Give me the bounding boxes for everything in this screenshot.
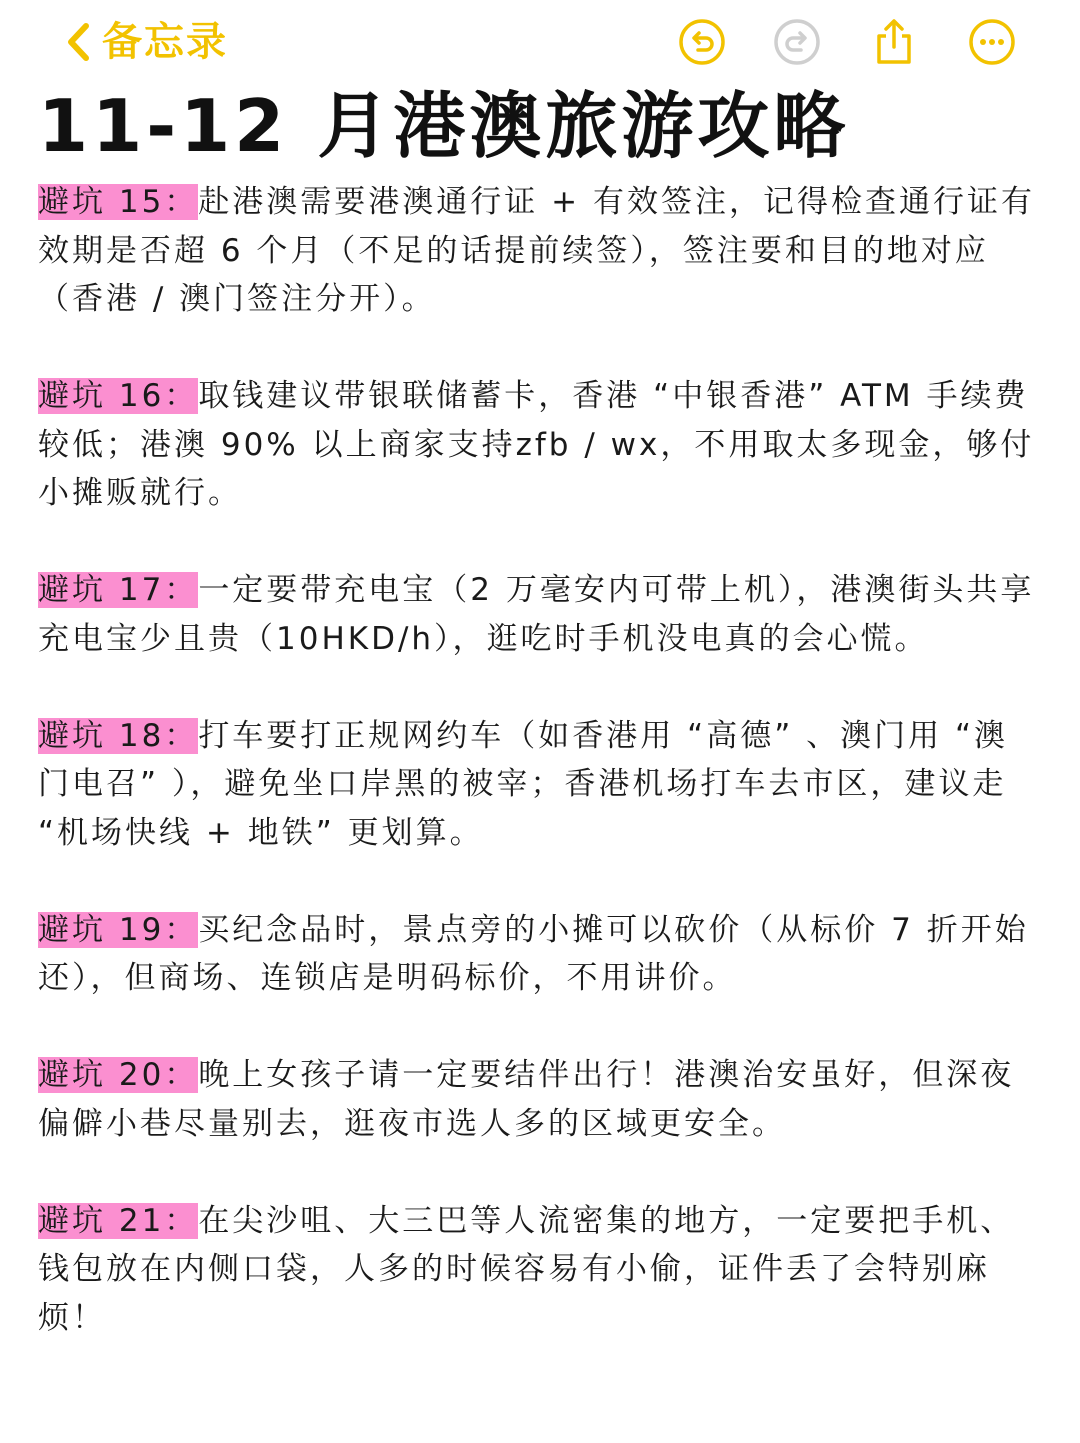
tip-tag: 避坑 19： [38,911,199,948]
chevron-left-icon [62,20,96,64]
undo-button[interactable] [676,16,728,68]
tip-tag: 避坑 15： [38,184,199,220]
nav-bar [0,0,1080,84]
redo-icon [771,16,823,68]
tip-tag: 避坑 17： [38,572,199,608]
tip-tag: 避坑 16： [38,378,199,414]
tip-item [38,712,1042,858]
tip-text: 取钱建议带银联储蓄卡，香港 “中银香港” ATM 手续费较低；港澳 90% 以上商家支持zfb / wx，不用取太多现金，够付小摊贩就行。 [38,378,1035,511]
tip-item [38,906,1042,1003]
tip-text: 一定要带充电宝（2 万毫安内可带上机），港澳街头共享充电宝少且贵（10HKD/h），逛吃时手机没电真的会心慌。 [38,572,1035,657]
back-button[interactable] [62,14,228,70]
page-title: 11-12 月港澳旅游攻略 [38,84,850,168]
tip-item [38,178,1042,324]
share-icon [868,16,920,68]
back-label: 备忘录 [102,19,228,65]
tip-item [38,1051,1042,1148]
more-icon [966,16,1018,68]
tip-tag: 避坑 18： [38,717,199,754]
tip-tag: 避坑 21： [38,1202,199,1239]
tip-text: 晚上女孩子请一定要结伴出行！港澳治安虽好，但深夜偏僻小巷尽量别去，逛夜市选人多的区域更安全。 [38,1057,1015,1142]
tip-text: 赴港澳需要港澳通行证 + 有效签注，记得检查通行证有效期是否超 6 个月（不足的话提前续签），签注要和目的地对应（香港 / 澳门签注分开）。 [38,184,1035,317]
undo-icon [676,16,728,68]
tip-text: 打车要打正规网约车（如香港用 “高德” 、澳门用 “澳门电召” ），避免坐口岸黑的被宰；香港机场打车去市区，建议走 “机场快线 + 地铁” 更划算。 [38,717,1009,851]
tip-item [38,372,1042,518]
note-body[interactable] [38,178,1042,1342]
more-button[interactable] [966,16,1018,68]
tip-tag: 避坑 20： [38,1057,199,1093]
tip-text: 买纪念品时，景点旁的小摊可以砍价（从标价 7 折开始还），但商场、连锁店是明码标价，不用讲价。 [38,911,1029,996]
tip-item [38,1197,1042,1343]
tip-text: 在尖沙咀、大三巴等人流密集的地方，一定要把手机、钱包放在内侧口袋，人多的时候容易有小偷，证件丢了会特别麻烦！ [38,1202,1015,1336]
share-button[interactable] [868,16,920,68]
redo-button[interactable] [771,16,823,68]
tip-item [38,566,1042,663]
